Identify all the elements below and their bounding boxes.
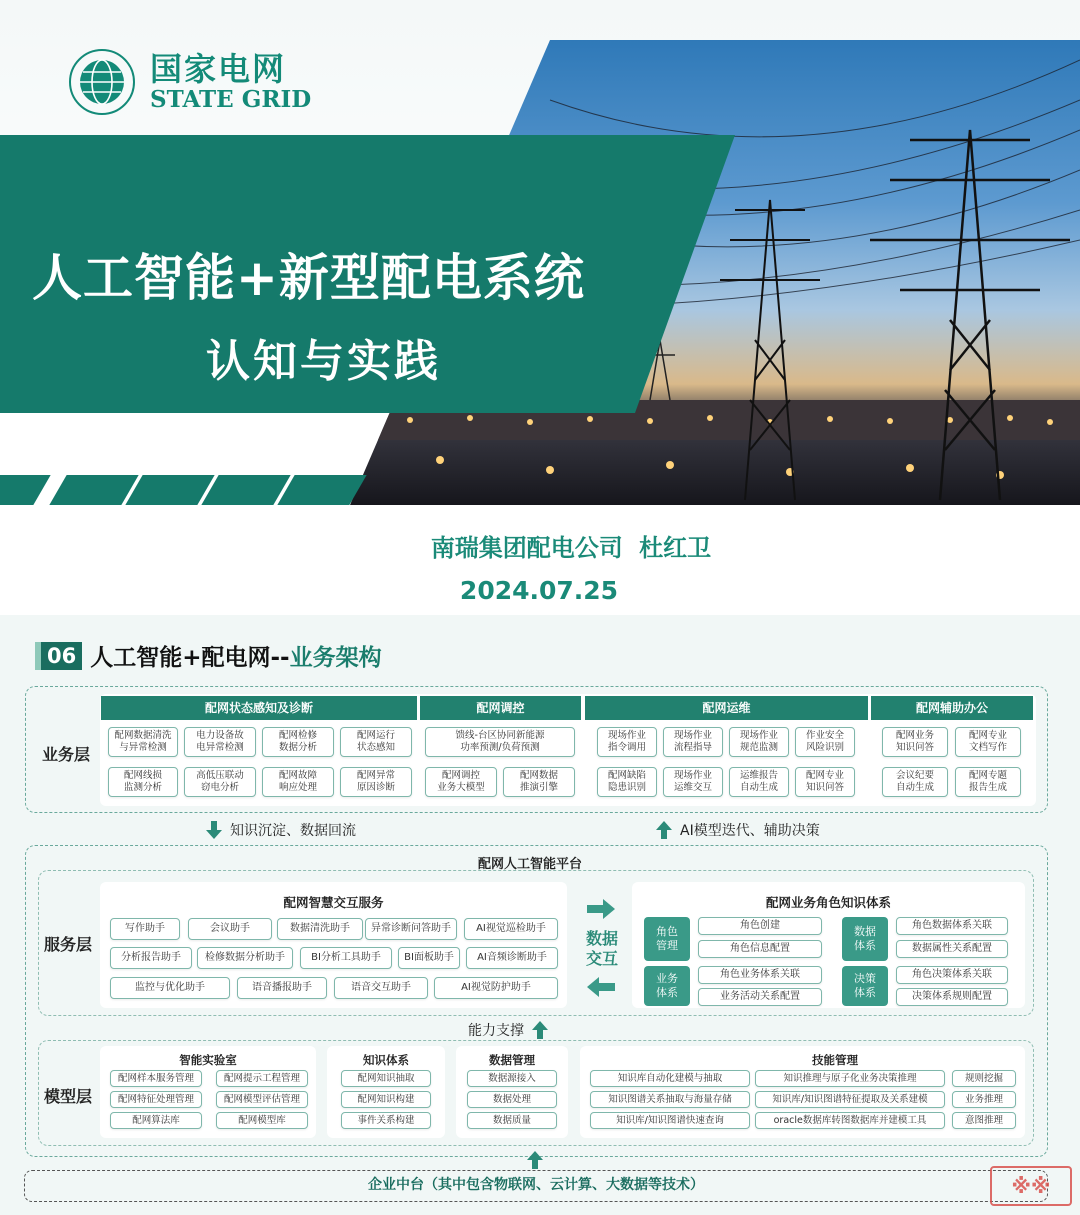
assistant-chip: AI视觉巡检助手	[464, 918, 558, 940]
role-item: 角色业务体系关联	[698, 966, 822, 984]
business-item: 配网缺陷 隐患识别	[597, 767, 657, 797]
business-system-box: 业务 体系	[644, 966, 690, 1006]
cover-title: 人工智能+新型配电系统	[32, 249, 585, 307]
business-layer-label: 业务层	[42, 745, 91, 764]
business-item: 配网专题 报告生成	[955, 767, 1021, 797]
globe-logo-icon	[68, 48, 136, 116]
capability-support-note: 能力支撑	[468, 1020, 548, 1040]
assistant-chip: BI分析工具助手	[300, 947, 392, 969]
cover-subtitle: 认知与实践	[206, 336, 441, 387]
state-grid-logo	[68, 48, 311, 116]
arrow-up-icon	[656, 821, 672, 839]
business-item: 馈线-台区协同新能源 功率预测/负荷预测	[425, 727, 575, 757]
watermark-stamp: ※※	[990, 1166, 1072, 1206]
author-line	[0, 528, 1080, 563]
platform-title: 配网人工智能平台	[477, 857, 582, 872]
assistant-chip: AI视觉防护助手	[434, 977, 558, 999]
skill-item: oracle数据库转图数据库并建模工具	[755, 1112, 945, 1129]
business-item: 作业安全 风险识别	[795, 727, 855, 757]
assistant-chip: 会议助手	[188, 918, 272, 940]
section-heading	[35, 639, 382, 672]
assistant-chip: 分析报告助手	[110, 947, 192, 969]
col-head-perception: 配网状态感知及诊断	[101, 696, 417, 720]
data-mgmt-title: 数据管理	[489, 1053, 535, 1067]
skill-item: 知识图谱关系抽取与海量存储	[590, 1091, 750, 1108]
business-item: 配网故障 响应处理	[262, 767, 334, 797]
stripe	[49, 475, 138, 505]
business-item: 配网运行 状态感知	[340, 727, 412, 757]
business-item: 高低压联动 窃电分析	[184, 767, 256, 797]
business-item: 现场作业 运维交互	[663, 767, 723, 797]
role-item: 业务活动关系配置	[698, 988, 822, 1006]
assistant-chip: AI音频诊断助手	[466, 947, 558, 969]
lab-item: 配网提示工程管理	[216, 1070, 308, 1087]
lab-item: 配网算法库	[110, 1112, 202, 1129]
role-item: 角色信息配置	[698, 940, 822, 958]
business-item: 现场作业 指令调用	[597, 727, 657, 757]
skill-item: 业务推理	[952, 1091, 1016, 1108]
business-item: 配网调控 业务大模型	[425, 767, 497, 797]
stripe	[201, 475, 290, 505]
arrow-left-icon	[587, 977, 615, 997]
role-item: 角色数据体系关联	[896, 917, 1008, 935]
business-item: 运维报告 自动生成	[729, 767, 789, 797]
section-number: 06	[35, 642, 82, 670]
assistant-chip: 异常诊断问答助手	[365, 918, 457, 940]
role-knowledge-title: 配网业务角色知识体系	[765, 895, 891, 910]
role-item: 角色创建	[698, 917, 822, 935]
col-head-dispatch: 配网调控	[420, 696, 581, 720]
lab-item: 配网样本服务管理	[110, 1070, 202, 1087]
business-item: 配网检修 数据分析	[262, 727, 334, 757]
business-item: 配网数据 推演引擎	[503, 767, 575, 797]
data-exchange-label: 数据 交互	[585, 929, 618, 968]
skill-item: 知识推理与原子化业务决策推理	[755, 1070, 945, 1087]
role-item: 决策体系规则配置	[896, 988, 1008, 1006]
logo-english-text: STATE GRID	[150, 86, 312, 113]
model-layer-label: 模型层	[44, 1087, 93, 1106]
flow-down-note: 知识沉淀、数据回流	[206, 820, 356, 840]
assistant-chip: 检修数据分析助手	[197, 947, 293, 969]
business-item: 配网专业 知识问答	[795, 767, 855, 797]
service-layer-label: 服务层	[44, 935, 93, 954]
skill-item: 规则挖掘	[952, 1070, 1016, 1087]
role-item: 数据属性关系配置	[896, 940, 1008, 958]
stripe	[277, 475, 366, 505]
business-item: 会议纪要 自动生成	[882, 767, 948, 797]
arrow-up-icon	[532, 1021, 548, 1039]
interaction-service-title: 配网智慧交互服务	[283, 895, 384, 910]
flow-up-note: AI模型迭代、辅助决策	[656, 820, 820, 840]
col-head-office: 配网辅助办公	[871, 696, 1033, 720]
skill-item: 知识库/知识图谱快速查询	[590, 1112, 750, 1129]
assistant-chip: 数据清洗助手	[277, 918, 363, 940]
decorative-stripes	[0, 475, 370, 505]
business-item: 配网异常 原因诊断	[340, 767, 412, 797]
data-system-box: 数据 体系	[842, 917, 888, 961]
knowledge-item: 配网知识抽取	[341, 1070, 431, 1087]
lab-item: 配网模型评估管理	[216, 1091, 308, 1108]
assistant-chip: 写作助手	[110, 918, 180, 940]
org-name: 南瑞集团配电公司	[430, 534, 623, 562]
assistant-chip: 语音播报助手	[237, 977, 327, 999]
skill-item: 知识库自动化建模与抽取	[590, 1070, 750, 1087]
role-item: 角色决策体系关联	[896, 966, 1008, 984]
skill-title: 技能管理	[812, 1053, 858, 1067]
business-item: 配网线损 监测分析	[108, 767, 178, 797]
business-item: 配网业务 知识问答	[882, 727, 948, 757]
section-title: 人工智能+配电网--业务架构	[90, 645, 382, 671]
stripe	[125, 475, 214, 505]
arrow-right-icon	[587, 899, 615, 919]
business-item: 电力设备故 电异常检测	[184, 727, 256, 757]
data-item: 数据源接入	[467, 1070, 557, 1087]
col-head-operation: 配网运维	[585, 696, 868, 720]
role-management-box: 角色 管理	[644, 917, 690, 961]
business-item: 现场作业 流程指导	[663, 727, 723, 757]
assistant-chip: 语音交互助手	[334, 977, 428, 999]
business-item: 配网数据清洗 与异常检测	[108, 727, 178, 757]
arrow-down-icon	[206, 821, 222, 839]
lab-item: 配网模型库	[216, 1112, 308, 1129]
decision-system-box: 决策 体系	[842, 966, 888, 1006]
business-item: 配网专业 文档写作	[955, 727, 1021, 757]
enterprise-platform-bar: 企业中台（其中包含物联网、云计算、大数据等技术）	[24, 1170, 1048, 1202]
data-item: 数据质量	[467, 1112, 557, 1129]
author-name: 杜红卫	[639, 534, 712, 562]
skill-item: 知识库/知识图谱特征提取及关系建模	[755, 1091, 945, 1108]
data-item: 数据处理	[467, 1091, 557, 1108]
skill-item: 意图推理	[952, 1112, 1016, 1129]
cover-date: 2024.07.25	[459, 576, 619, 605]
arrow-up-icon	[527, 1151, 543, 1169]
logo-chinese-text: 国家电网	[150, 50, 287, 88]
lab-item: 配网特征处理管理	[110, 1091, 202, 1108]
stripe	[0, 475, 51, 505]
knowledge-item: 事件关系构建	[341, 1112, 431, 1129]
knowledge-title: 知识体系	[363, 1053, 409, 1067]
knowledge-item: 配网知识构建	[341, 1091, 431, 1108]
assistant-chip: BI面板助手	[398, 947, 460, 969]
assistant-chip: 监控与优化助手	[110, 977, 230, 999]
lab-title: 智能实验室	[179, 1053, 237, 1067]
business-item: 现场作业 规范监测	[729, 727, 789, 757]
